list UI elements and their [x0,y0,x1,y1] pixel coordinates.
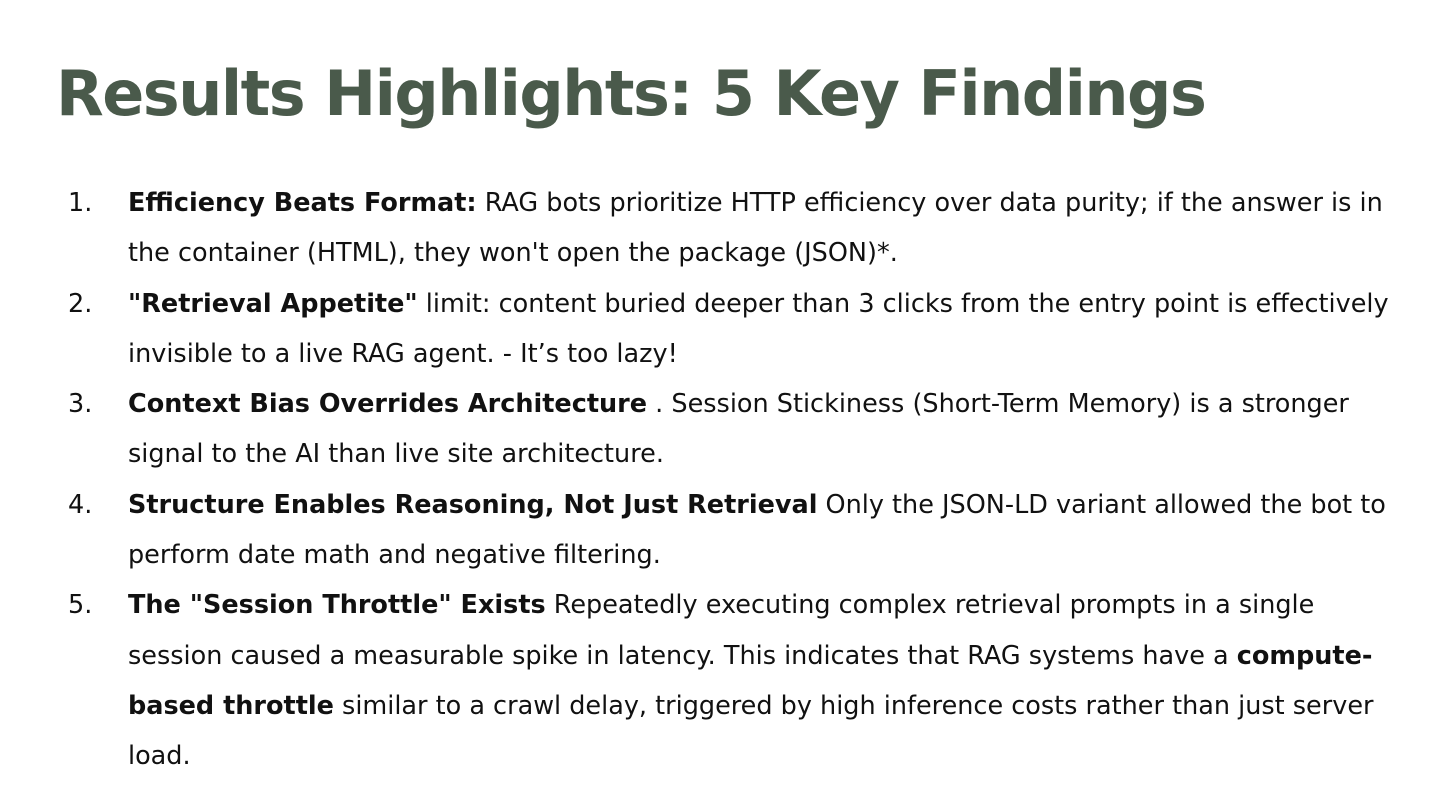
finding-number: 1. [68,188,93,218]
finding-heading: "Retrieval Appetite" [128,288,418,319]
finding-number: 3. [68,389,93,420]
finding-item [0,580,1440,781]
finding-item [0,178,1440,279]
finding-number: 5. [68,590,93,621]
finding-text: Repeatedly executing complex retrieval prompts in a single session caused a measurable spike in latency. This indicates that RAG systems have a [128,590,1315,671]
finding-emphasis: compute-based throttle [128,640,1373,721]
finding-item [0,379,1440,480]
finding-item [0,480,1440,581]
finding-text: limit: content buried deeper than 3 clicks from the entry point is effectively invisible to a live RAG agent. - It’s too lazy! [128,288,1389,369]
findings-list [0,178,1440,782]
finding-text-continued: similar to a crawl delay, triggered by high inference costs rather than just server load. [128,690,1374,772]
finding-text: Only the JSON-LD variant allowed the bot to perform date math and negative filtering. [128,489,1386,571]
finding-item [0,279,1440,380]
finding-number: 2. [68,288,93,319]
finding-heading: Efficiency Beats Format: [128,188,477,218]
finding-number: 4. [68,489,93,520]
finding-text: . Session Stickiness (Short-Term Memory) is a stronger signal to the AI than live site architecture. [128,389,1349,470]
slide-title: Results Highlights: 5 Key Findings [56,57,1206,130]
finding-heading: Structure Enables Reasoning, Not Just Retrieval [128,489,818,520]
finding-heading: The "Session Throttle" Exists [128,590,546,621]
finding-heading: Context Bias Overrides Architecture [128,389,648,420]
finding-text: RAG bots prioritize HTTP efficiency over data purity; if the answer is in the container (HTML), they won't open the package (JSON)*. [128,188,1383,269]
